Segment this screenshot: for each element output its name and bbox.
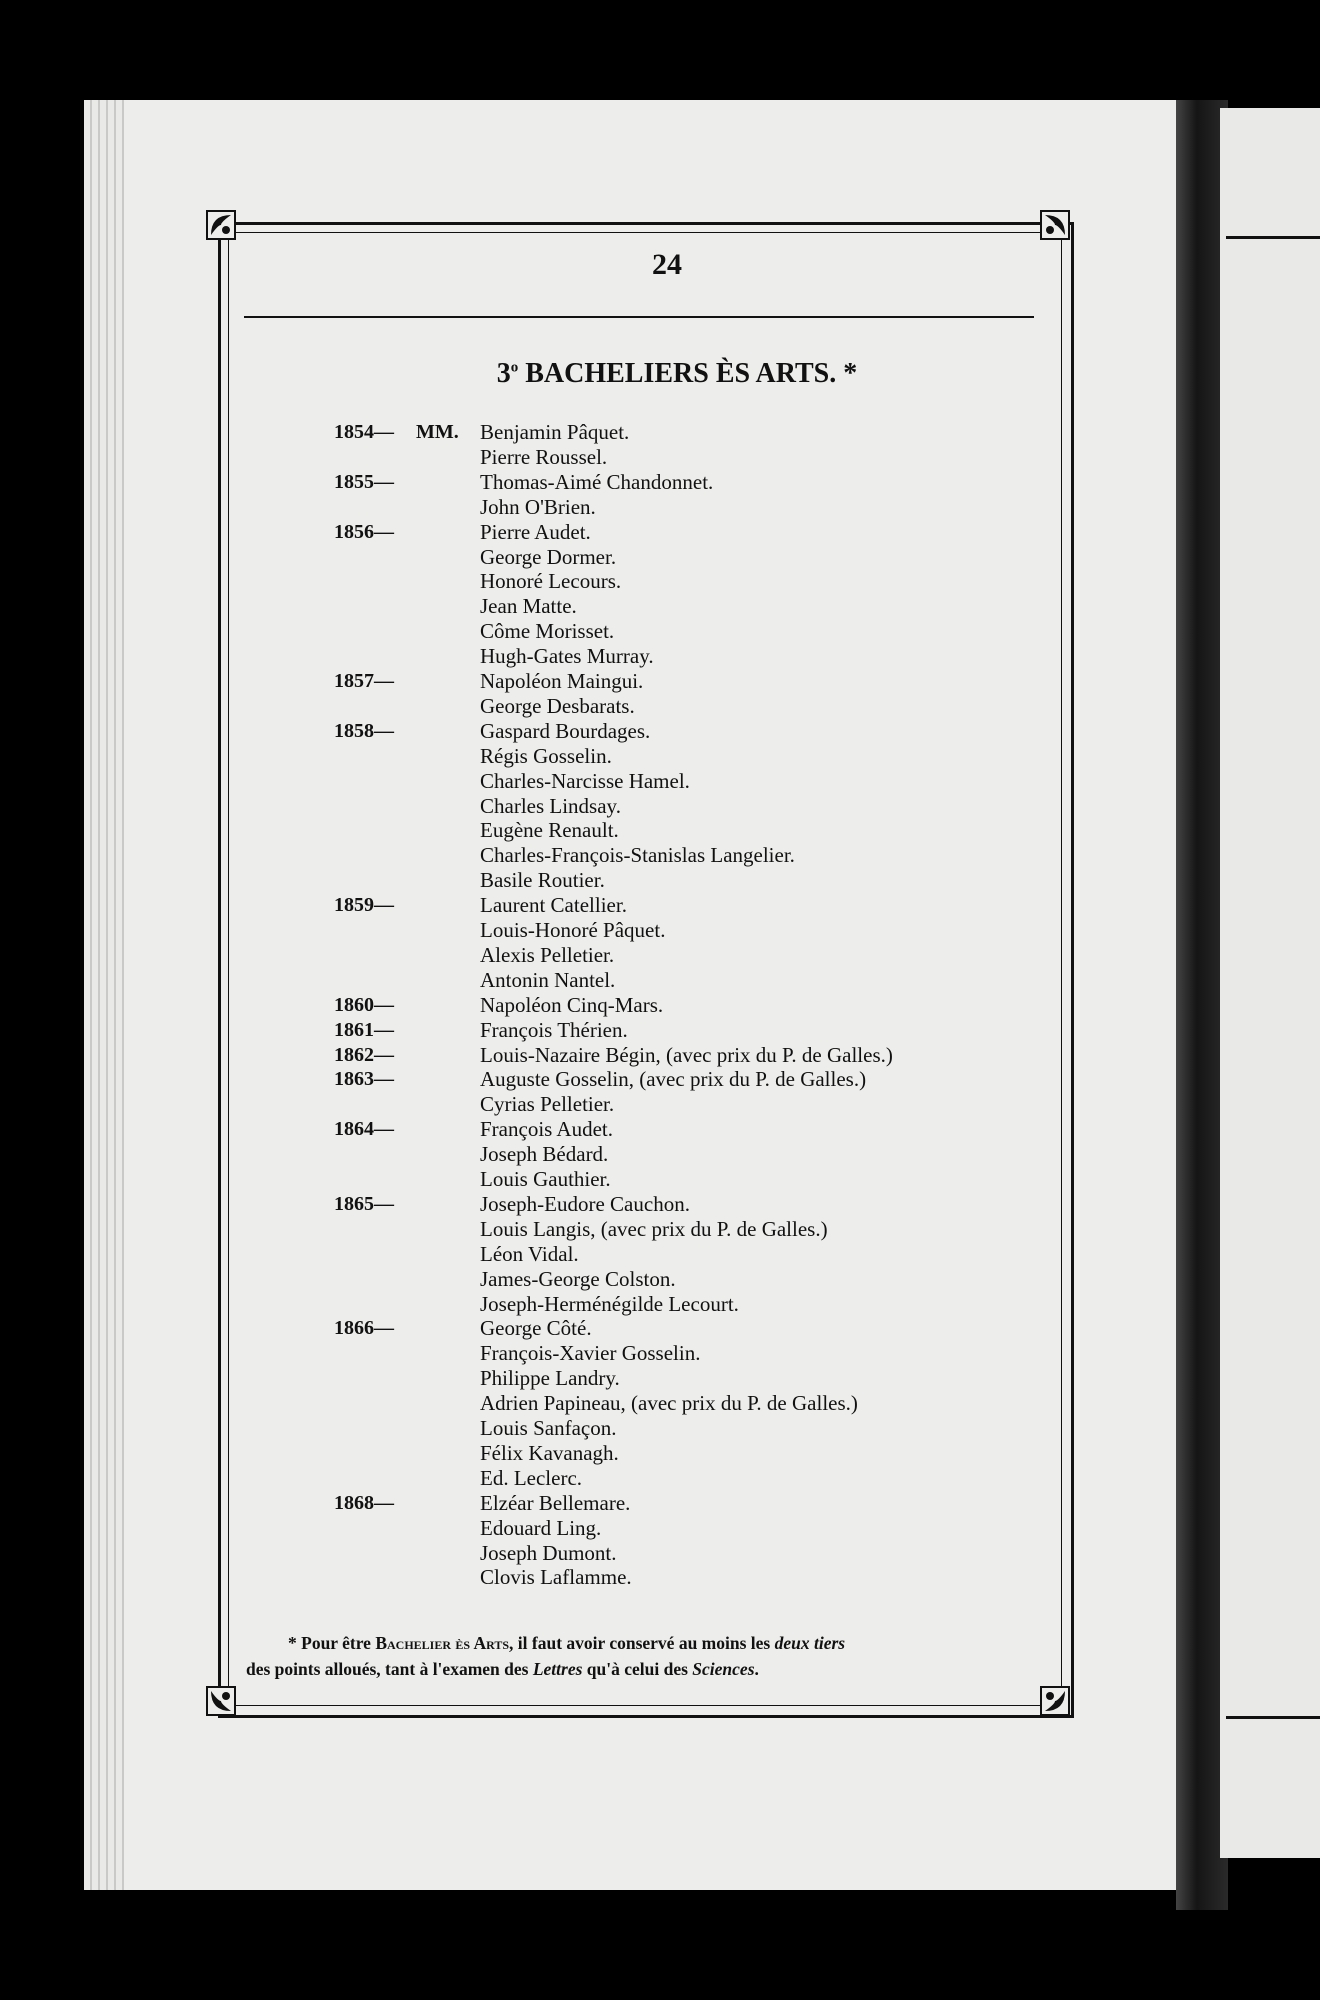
- section-title-text: BACHELIERS ÈS ARTS.: [525, 358, 837, 389]
- graduation-year: 1860—: [334, 993, 394, 1016]
- roster-row: [0, 445, 1320, 470]
- graduation-year: 1855—: [334, 470, 394, 493]
- roster-row: [0, 719, 1320, 744]
- footnote-text: des points alloués, tant à l'examen des: [246, 1659, 529, 1679]
- graduate-name: Clovis Laflamme.: [480, 1565, 632, 1590]
- graduate-name: Charles Lindsay.: [480, 793, 621, 818]
- graduate-name: Régis Gosselin.: [480, 743, 612, 768]
- graduate-name: Léon Vidal.: [480, 1241, 579, 1266]
- roster-row: [0, 818, 1320, 843]
- roster-row: [0, 1018, 1320, 1043]
- footnote-emphasis: Lettres: [532, 1659, 583, 1679]
- graduate-name: Louis Gauthier.: [480, 1167, 611, 1191]
- graduate-name: Félix Kavanagh.: [480, 1440, 619, 1465]
- roster-row: [0, 1341, 1320, 1366]
- graduate-name: Pierre Audet.: [480, 519, 591, 544]
- corner-ornament-icon: [1040, 210, 1070, 240]
- roster-row: [0, 968, 1320, 993]
- graduate-name: James-George Colston.: [480, 1266, 676, 1291]
- graduate-name: Auguste Gosselin, (avec prix du P. de Galles.): [480, 1067, 867, 1092]
- section-footnote-marker: *: [843, 358, 858, 389]
- graduate-name: Joseph-Eudore Cauchon.: [480, 1191, 690, 1216]
- roster-row: [0, 918, 1320, 943]
- roster-row: [0, 993, 1320, 1018]
- graduation-year: 1863—: [334, 1068, 394, 1091]
- roster-row: [0, 1292, 1320, 1317]
- facing-page-rule: [1226, 1716, 1320, 1719]
- roster-row: [0, 843, 1320, 868]
- graduate-name: Louis-Honoré Pâquet.: [480, 918, 666, 942]
- graduate-name: Joseph Dumont.: [480, 1540, 617, 1565]
- graduation-year: 1858—: [334, 719, 394, 742]
- roster-row: [0, 1565, 1320, 1590]
- roster-row: [0, 769, 1320, 794]
- section-ordinal-suffix: o: [510, 359, 519, 376]
- roster-row: [0, 1267, 1320, 1292]
- header-rule: [244, 316, 1034, 318]
- corner-ornament-icon: [1040, 1686, 1070, 1716]
- roster-row: [0, 744, 1320, 769]
- roster-row: [0, 1491, 1320, 1516]
- roster-row: [0, 669, 1320, 694]
- facing-page-rule: [1226, 236, 1320, 239]
- page-number: 24: [652, 248, 682, 281]
- roster-row: [0, 1117, 1320, 1142]
- graduate-name: Joseph-Herménégilde Lecourt.: [480, 1291, 739, 1316]
- graduate-name: Philippe Landry.: [480, 1366, 620, 1391]
- graduate-name: Joseph Bédard.: [480, 1142, 609, 1167]
- graduate-name: Laurent Catellier.: [480, 893, 627, 918]
- graduate-name: George Côté.: [480, 1316, 592, 1341]
- corner-ornament-icon: [206, 1686, 236, 1716]
- roster-row: [0, 1092, 1320, 1117]
- graduate-name: Louis Langis, (avec prix du P. de Galles.): [480, 1216, 828, 1241]
- graduate-name: Napoléon Cinq-Mars.: [480, 992, 664, 1017]
- roster-row: [0, 545, 1320, 570]
- honorific: MM.: [416, 421, 459, 443]
- roster-row: [0, 1366, 1320, 1391]
- graduate-name: Côme Morisset.: [480, 619, 615, 644]
- roster-row: [0, 1316, 1320, 1341]
- graduation-year: 1859—: [334, 894, 394, 917]
- footnote-text: .: [754, 1659, 759, 1679]
- graduate-name: George Dormer.: [480, 544, 617, 569]
- graduate-name: Antonin Nantel.: [480, 967, 616, 992]
- graduate-name: Charles-François-Stanislas Langelier.: [480, 843, 795, 868]
- graduate-name: Jean Matte.: [480, 594, 577, 619]
- roster-row: [0, 470, 1320, 495]
- section-ordinal: 3: [496, 358, 511, 389]
- footnote-text: Pour être: [301, 1633, 371, 1653]
- roster-row: [0, 420, 1320, 445]
- roster-row: [0, 569, 1320, 594]
- graduate-name: Elzéar Bellemare.: [480, 1490, 631, 1515]
- roster-row: [0, 619, 1320, 644]
- roster-row: [0, 868, 1320, 893]
- graduate-name: Eugène Renault.: [480, 818, 619, 843]
- roster-row: [0, 1441, 1320, 1466]
- corner-ornament-icon: [206, 210, 236, 240]
- roster-row: [0, 495, 1320, 520]
- roster-row: [0, 1416, 1320, 1441]
- graduate-name: Ed. Leclerc.: [480, 1465, 583, 1490]
- footnote-term: Bachelier ès Arts: [375, 1633, 510, 1653]
- graduate-name: Louis-Nazaire Bégin, (avec prix du P. de Galles.): [480, 1042, 893, 1067]
- graduation-year: 1866—: [334, 1317, 394, 1340]
- graduate-name: François-Xavier Gosselin.: [480, 1341, 701, 1366]
- footnote-text: qu'à celui des: [586, 1659, 688, 1679]
- graduation-year: 1856—: [334, 520, 394, 543]
- graduate-name: Adrien Papineau, (avec prix du P. de Galles.): [480, 1391, 858, 1416]
- graduate-name: John O'Brien.: [480, 494, 596, 519]
- footnote-marker: *: [288, 1633, 297, 1653]
- graduate-name: François Thérien.: [480, 1017, 628, 1042]
- roster-row: [0, 1242, 1320, 1267]
- roster-row: [0, 893, 1320, 918]
- graduation-year: 1864—: [334, 1118, 394, 1141]
- roster-row: [0, 1167, 1320, 1192]
- graduate-name: Alexis Pelletier.: [480, 942, 615, 967]
- roster-row: [0, 1391, 1320, 1416]
- graduation-year: 1857—: [334, 670, 394, 692]
- graduate-name: Honoré Lecours.: [480, 569, 622, 594]
- section-title: [0, 358, 1320, 390]
- graduate-name: Thomas-Aimé Chandonnet.: [480, 469, 714, 494]
- graduate-name: Edouard Ling.: [480, 1515, 602, 1540]
- graduate-name: François Audet.: [480, 1117, 613, 1142]
- footnote-emphasis: Sciences: [692, 1659, 755, 1679]
- graduate-name: Napoléon Maingui.: [480, 669, 644, 693]
- footnote-text: , il faut avoir conservé au moins les: [509, 1633, 771, 1653]
- roster-row: [0, 1043, 1320, 1068]
- roster-row: [0, 520, 1320, 545]
- graduate-name: Cyrias Pelletier.: [480, 1092, 615, 1117]
- graduate-name: Hugh-Gates Murray.: [480, 644, 654, 669]
- graduation-year: 1865—: [334, 1192, 394, 1215]
- roster-row: [0, 1067, 1320, 1092]
- graduation-year: 1868—: [334, 1491, 394, 1514]
- graduation-year: 1854—: [334, 421, 394, 443]
- roster-row: [0, 644, 1320, 669]
- roster-row: [0, 694, 1320, 719]
- roster-row: [0, 794, 1320, 819]
- roster-row: [0, 1192, 1320, 1217]
- roster-row: [0, 1217, 1320, 1242]
- footnote: [246, 1630, 1046, 1682]
- footnote-emphasis: deux tiers: [774, 1633, 846, 1653]
- graduate-name: Benjamin Pâquet.: [480, 420, 630, 444]
- graduate-name: Basile Routier.: [480, 868, 605, 893]
- graduation-year: 1861—: [334, 1018, 394, 1041]
- roster-row: [0, 943, 1320, 968]
- graduate-name: George Desbarats.: [480, 693, 635, 718]
- roster-row: [0, 1142, 1320, 1167]
- roster-row: [0, 1541, 1320, 1566]
- graduate-name: Charles-Narcisse Hamel.: [480, 768, 690, 793]
- graduate-name: Pierre Roussel.: [480, 444, 608, 469]
- graduate-name: Louis Sanfaçon.: [480, 1416, 617, 1440]
- graduation-year: 1862—: [334, 1043, 394, 1066]
- roster-row: [0, 594, 1320, 619]
- roster-row: [0, 1516, 1320, 1541]
- graduate-name: Gaspard Bourdages.: [480, 718, 651, 743]
- roster-row: [0, 1466, 1320, 1491]
